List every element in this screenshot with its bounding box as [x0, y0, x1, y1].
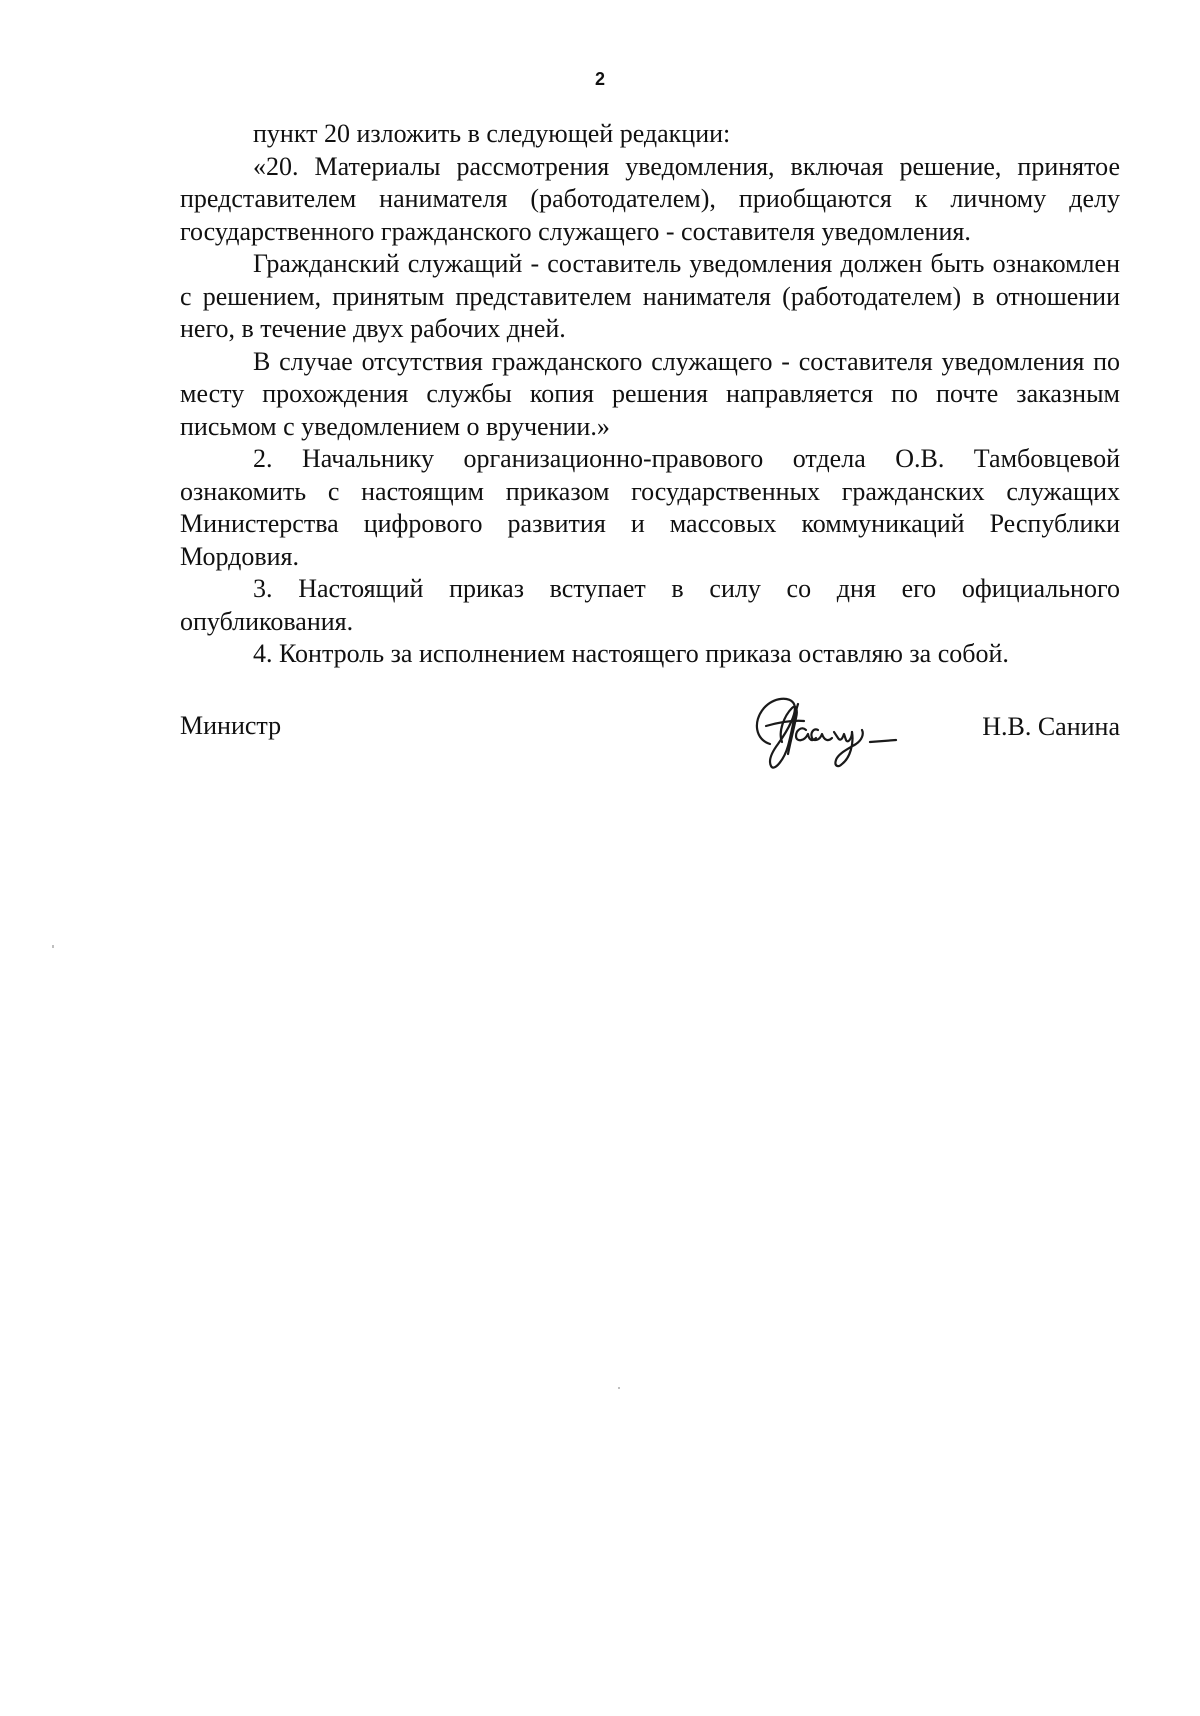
paragraph-amendment-intro: пункт 20 изложить в следующей редакции: [253, 119, 731, 148]
paragraph-absence-mailing: В случае отсутствия гражданского служащего - составителя уведомления по месту прохождения службы копия решения направляется по почте заказным письмом с уведомлением о вручении.» [180, 346, 1120, 441]
scan-speck [618, 1387, 620, 1389]
signatory-name: Н.В. Санина [982, 712, 1120, 741]
signature-block [180, 692, 1120, 782]
paragraph-order-3: 3. Настоящий приказ вступает в силу со дня его официального опубликования. [180, 574, 1120, 636]
paragraph-item-20: «20. Материалы рассмотрения уведомления, включая решение, принятое представителем нанимателя (работодателем), приобщаются к личному делу государственного гражданского служащего - составителя уведомления. [180, 151, 1120, 246]
signatory-title: Министр [180, 711, 282, 740]
handwritten-signature-icon [738, 686, 938, 776]
paragraph-order-2: 2. Начальнику организационно-правового отдела О.В. Тамбовцевой ознакомить с настоящим приказом государственных гражданских служащих Министерства цифрового развития и массовых коммуникаций Республики Мордовия. [180, 444, 1120, 571]
scan-speck [52, 945, 54, 948]
page-number: 2 [594, 69, 605, 89]
paragraph-order-4: 4. Контроль за исполнением настоящего приказа оставляю за собой. [253, 639, 1009, 668]
paragraph-notification-review: Гражданский служащий - составитель уведомления должен быть ознакомлен с решением, принятым представителем нанимателя (работодателем) в отношении него, в течение двух рабочих дней. [180, 249, 1120, 343]
document-body [180, 118, 1120, 671]
